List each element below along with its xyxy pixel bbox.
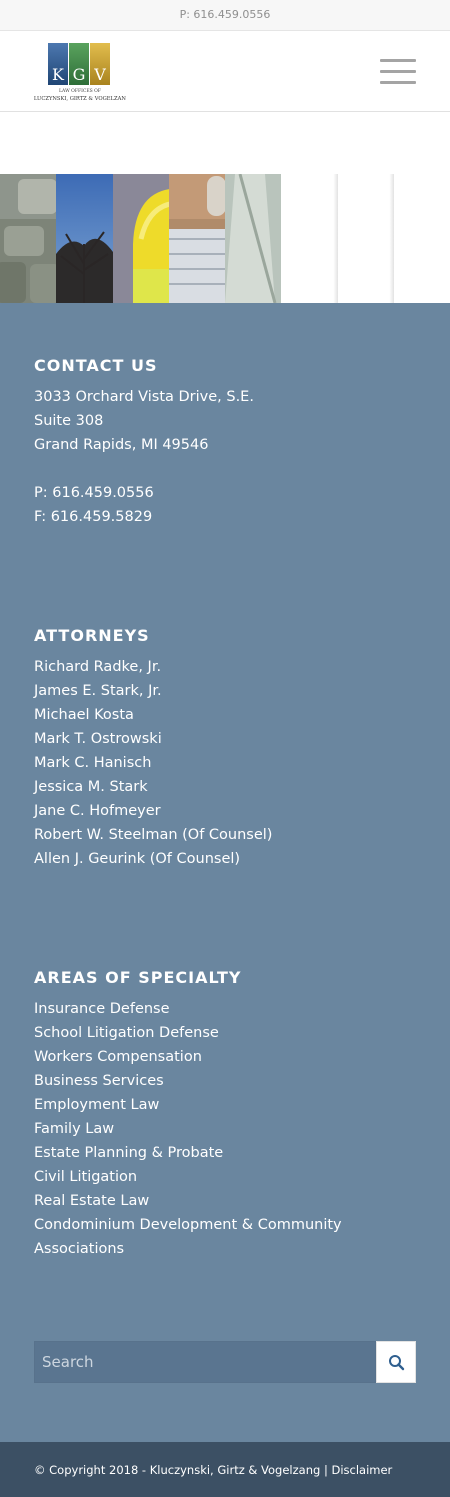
search-icon (377, 1342, 417, 1384)
attorney-link[interactable]: Jane C. Hofmeyer (34, 803, 161, 819)
specialty-link[interactable]: Insurance Defense (34, 1001, 170, 1017)
specialty-heading: AREAS OF SPECIALTY (34, 968, 242, 987)
specialty-link[interactable]: Estate Planning & Probate (34, 1145, 224, 1161)
site-header (0, 31, 450, 112)
banner-strip-blank-2 (338, 174, 394, 303)
copyright-text: © Copyright 2018 - Kluczynski, Girtz & Vogelzang (34, 1463, 321, 1477)
attorney-link[interactable]: Michael Kosta (34, 707, 134, 723)
hamburger-icon-bar (380, 81, 416, 84)
copyright-text-row (34, 1463, 392, 1477)
search-form (34, 1341, 416, 1383)
attorney-link[interactable]: Richard Radke, Jr. (34, 659, 162, 675)
specialty-link[interactable]: Real Estate Law (34, 1193, 150, 1209)
specialty-link[interactable]: Business Services (34, 1073, 164, 1089)
medical-gown-image (225, 174, 281, 303)
spacer (34, 457, 424, 481)
attorney-link[interactable]: Mark C. Hanisch (34, 755, 152, 771)
attorney-link[interactable]: Jessica M. Stark (34, 779, 148, 795)
banner-strip-gown (225, 174, 281, 303)
hard-hat-image (113, 174, 169, 303)
logo-letter-v: V (94, 65, 106, 84)
banner-strip-tree (56, 174, 112, 303)
hamburger-menu-button[interactable] (380, 59, 416, 85)
banner-strip-blank-1 (281, 174, 337, 303)
address-line-3: Grand Rapids, MI 49546 (34, 437, 209, 453)
banner-strip-cobblestone (0, 174, 56, 303)
search-button[interactable] (376, 1341, 416, 1383)
copyright-separator: | (323, 1463, 328, 1477)
address-line-1: 3033 Orchard Vista Drive, S.E. (34, 389, 254, 405)
specialty-widget (34, 967, 344, 1261)
cobblestone-image (0, 174, 56, 303)
logo-tagline: LAW OFFICES OF (59, 89, 101, 94)
attorneys-widget (34, 625, 424, 871)
attorneys-heading: ATTORNEYS (34, 626, 150, 645)
attorney-link[interactable]: Allen J. Geurink (Of Counsel) (34, 851, 241, 867)
contact-heading: CONTACT US (34, 356, 158, 375)
attorney-link[interactable]: Robert W. Steelman (Of Counsel) (34, 827, 273, 843)
specialty-list (34, 997, 344, 1261)
logo-mark (34, 43, 126, 103)
banner-strip-blank-3 (394, 174, 450, 303)
top-bar (0, 0, 450, 31)
banner-strip-documents (169, 174, 225, 303)
banner-strip-hard-hat (113, 174, 169, 303)
specialty-link[interactable]: School Litigation Defense (34, 1025, 219, 1041)
documents-watch-image (169, 174, 225, 303)
attorney-link[interactable]: James E. Stark, Jr. (34, 683, 162, 699)
specialty-link[interactable]: Employment Law (34, 1097, 160, 1113)
contact-phone[interactable]: P: 616.459.0556 (34, 485, 154, 501)
site-footer (0, 303, 450, 1442)
logo-letter-k: K (52, 65, 64, 84)
hero-banner (0, 174, 450, 303)
logo-letter-g: G (72, 65, 86, 84)
specialty-link[interactable]: Family Law (34, 1121, 115, 1137)
disclaimer-link[interactable]: Disclaimer (331, 1463, 393, 1477)
contact-widget (34, 355, 424, 529)
search-input[interactable] (34, 1341, 376, 1383)
top-bar-phone[interactable]: P: 616.459.0556 (179, 8, 271, 21)
hamburger-icon-bar (380, 70, 416, 73)
tree-sky-image (56, 174, 112, 303)
attorneys-list (34, 655, 424, 871)
specialty-link[interactable]: Civil Litigation (34, 1169, 138, 1185)
specialty-link[interactable]: Condominium Development & Community Associations (34, 1217, 342, 1257)
copyright-bar (0, 1442, 450, 1497)
address-line-2: Suite 308 (34, 413, 104, 429)
logo-firm-name: KLUCZYNSKI, GIRTZ & VOGELZANG (34, 96, 126, 102)
attorney-link[interactable]: Mark T. Ostrowski (34, 731, 162, 747)
specialty-link[interactable]: Workers Compensation (34, 1049, 202, 1065)
site-logo[interactable] (34, 43, 126, 103)
contact-fax: F: 616.459.5829 (34, 509, 153, 525)
hamburger-icon (380, 59, 416, 62)
